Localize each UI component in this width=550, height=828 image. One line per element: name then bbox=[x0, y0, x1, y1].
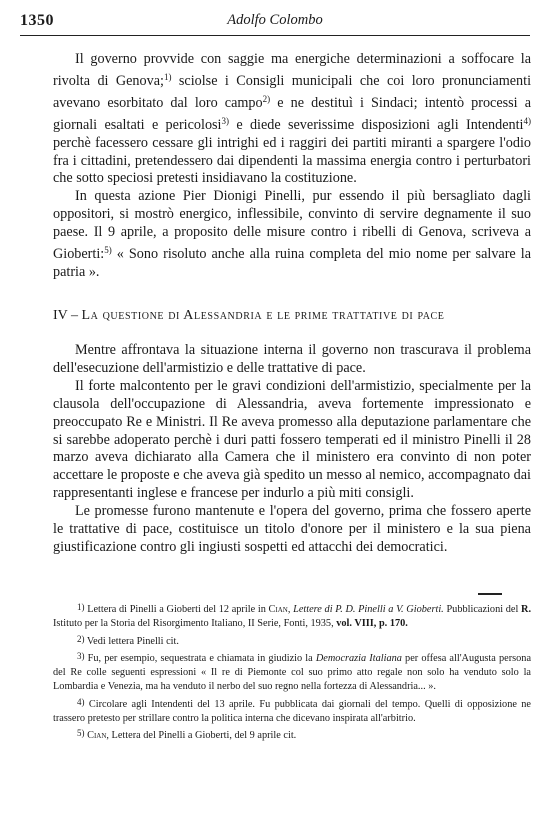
section-title: La questione di Alessandria e le prime trattative di pace bbox=[81, 308, 445, 323]
paragraph: Il governo provvide con saggie ma energiche determinazioni a soffocare la rivolta di Genova;$^{1)}$ sciolse i Consigli municipali che coi loro pronunciamenti avevano esorbitato dal loro campo$^{2)}$ e ne destituì i Sindaci; intentò processi a giornali esaltati e pericolosi$^{3)}$ e diede severissime disposizioni agli Intendenti$^{4)}$ perchè facessero cessare gli intrighi ed i raggiri dei partiti miranti a spargere l'odio fra i cittadini, pretendessero dai dipendenti la massima energia contro i perturbatori che sotto speciosi pretesti insidiavano la costituzione. bbox=[53, 51, 532, 187]
footnote-separator bbox=[478, 593, 502, 595]
body-text-bottom bbox=[53, 342, 531, 557]
paragraph: In questa azione Pier Dionigi Pinelli, pur essendo il più bersagliato dagli oppositori, si mostrò energico, inflessibile, convinto di servire degnamente il suo paese. Il 9 aprile, a proposito delle misure contro i ribelli di Genova, scriveva a Gioberti:$^{5)}$ « Sono risoluto anche alla ruina completa del mio nome per salvare la patria ». bbox=[53, 188, 532, 280]
footnote-4: 4) Circolare agli Intendenti del 13 aprile. Fu pubblicata dai giornali del tempo. Quelli di opposizione ne trassero pretesto per strillare contro la politica interna che dicevano inspirata all'arbitrio. bbox=[53, 696, 531, 725]
paragraph: Mentre affrontava la situazione interna il governo non trascurava il problema dell'esecuzione dell'armistizio e delle trattative di pace. bbox=[53, 342, 531, 376]
header-rule bbox=[20, 35, 530, 36]
section-numeral: IV – bbox=[53, 308, 79, 323]
footnote-ref: 5) bbox=[104, 245, 112, 256]
footnote-ref: 3) bbox=[221, 115, 229, 126]
paragraph: Il forte malcontento per le gravi condizioni dell'armistizio, specialmente per la clausola dell'occupazione di Alessandria, aveva fortemente impressionato e preoccupato Re e Ministri. Il Re aveva promesso alla deputazione parlamentare che si sarebbe adoperato perchè i duri patti fossero temperati ed il ministro Pinelli il 28 marzo aveva dichiarato alla Camera che il ministero era convinto di non poter accettare le proposte e che aveva già spedito un messo al nemico, accompagnato dai rappresentanti inglese e francese per indurlo a più miti consigli. bbox=[53, 377, 531, 502]
footnote-3: 3) Fu, per esempio, sequestrata e chiamata in giudizio la Democrazia Italiana per offesa all'Augusta persona del Re colle seguenti espressioni « Il re di Piemonte col suo primo atto regale non solo ha venduto solo la Lombardia e Venezia, ma ha venduto il nerbo del suo regno nella fortezza di Alessandria... ». bbox=[53, 650, 532, 693]
footnote-5: 5) Cian, Lettera del Pinelli a Gioberti, del 9 aprile cit. bbox=[77, 728, 297, 742]
page-header bbox=[20, 12, 530, 32]
footnote-ref: 4) bbox=[523, 115, 531, 126]
footnote-ref: 2) bbox=[262, 93, 271, 104]
paragraph: Le promesse furono mantenute e l'opera del governo, prima che fossero aperte le trattative di pace, costituisce un titolo d'onore per il ministero e la sua piena giustificazione contro gli ingiusti sospetti ed attacchi dei democratici. bbox=[53, 503, 531, 555]
footnote-ref: 1) bbox=[163, 71, 172, 82]
footnotes bbox=[53, 600, 531, 744]
footnote-1: 1) Lettera di Pinelli a Gioberti del 12 aprile in Cian, Lettere di P. D. Pinelli a V. Gioberti. Pubblicazioni del R. Istituto per la Storia del Risorgimento Italiano, II Serie, Fonti, 1935, vol. VIII, p. 170. bbox=[53, 602, 532, 630]
section-heading bbox=[53, 308, 531, 324]
running-head: Adolfo Colombo bbox=[227, 12, 323, 28]
body-text-top bbox=[53, 51, 531, 282]
page-number: 1350 bbox=[20, 12, 54, 29]
footnote-2: 2) Vedi lettera Pinelli cit. bbox=[77, 633, 179, 647]
